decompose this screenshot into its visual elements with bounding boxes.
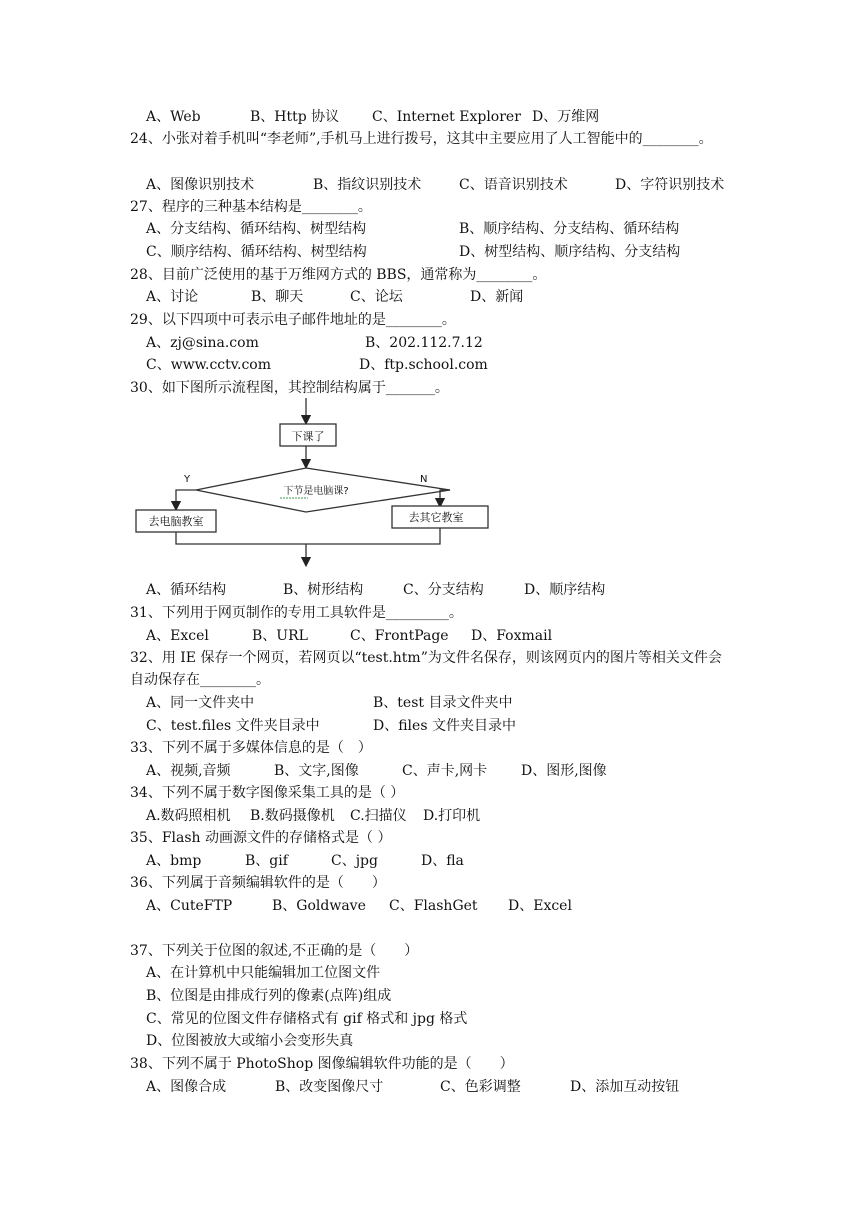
option-d: D、新闻 (470, 289, 524, 305)
option-b: B、位图是由排成行列的像素(点阵)组成 (146, 988, 392, 1004)
flow-no-label: N (420, 474, 428, 485)
option-b: B、test 目录文件夹中 (373, 695, 513, 711)
question-31: 31、下列用于网页制作的专用工具软件是_________。 (130, 605, 463, 621)
question-38: 38、下列不属于 PhotoShop 图像编辑软件功能的是（ ） (130, 1056, 514, 1072)
option-d: D、Excel (508, 898, 572, 914)
option-a: A、图像识别技术 (146, 177, 255, 193)
option-c: C、声卡,网卡 (402, 763, 488, 779)
option-c: C、语音识别技术 (459, 177, 568, 193)
option-a: A.数码照相机 (146, 808, 231, 824)
option-c: C、常见的位图文件存储格式有 gif 格式和 jpg 格式 (146, 1011, 468, 1027)
option-c: C、FrontPage (350, 628, 449, 644)
option-b: B、Http 协议 (250, 109, 340, 125)
flow-yes-box-label: 去电脑教室 (148, 515, 204, 528)
option-b: B、顺序结构、分支结构、循环结构 (459, 221, 680, 237)
option-a: A、讨论 (146, 289, 199, 305)
flow-yes-label: Y (184, 474, 191, 485)
option-d: D、ftp.school.com (359, 357, 488, 373)
option-a: A、同一文件夹中 (146, 695, 255, 711)
option-b: B、指纹识别技术 (313, 177, 422, 193)
option-a: A、视频,音频 (146, 763, 231, 779)
option-b: B.数码摄像机 (250, 808, 335, 824)
flow-yes-branch (176, 490, 196, 506)
question-34: 34、下列不属于数字图像采集工具的是（ ） (130, 785, 405, 801)
question-32: 32、用 IE 保存一个网页，若网页以“test.htm”为文件名保存，则该网页内的图片等相关文件会自动保存在________。 (130, 650, 722, 688)
option-d: D、位图被放大或缩小会变形失真 (146, 1033, 354, 1049)
option-d: D、顺序结构 (524, 582, 606, 598)
question-35: 35、Flash 动画源文件的存储格式是（ ） (130, 830, 392, 846)
option-c: C、论坛 (350, 289, 403, 305)
option-a: A、在计算机中只能编辑加工位图文件 (146, 965, 381, 981)
option-c: C、FlashGet (389, 898, 478, 914)
option-c: C、www.cctv.com (146, 357, 272, 373)
question-28: 28、目前广泛使用的基于万维网方式的 BBS，通常称为________。 (130, 267, 547, 283)
option-b: B、Goldwave (272, 898, 366, 914)
option-d: D、Foxmail (471, 628, 553, 644)
option-c: C、分支结构 (403, 582, 484, 598)
option-a: A、Excel (146, 628, 209, 644)
question-27: 27、程序的三种基本结构是________。 (130, 199, 372, 215)
option-c: C、色彩调整 (440, 1079, 521, 1095)
option-b: B、gif (245, 853, 288, 869)
option-a: A、bmp (146, 853, 202, 869)
question-37: 37、下列关于位图的叙述,不正确的是（ ） (130, 943, 419, 959)
option-d: D、树型结构、顺序结构、分支结构 (459, 244, 681, 260)
option-c: C、顺序结构、循环结构、树型结构 (146, 244, 367, 260)
option-a: A、分支结构、循环结构、树型结构 (146, 221, 367, 237)
question-24: 24、小张对着手机叫“李老师”,手机马上进行拨号，这其中主要应用了人工智能中的________。 (130, 131, 713, 147)
option-d: D、万维网 (532, 109, 600, 125)
question-36: 36、下列属于音频编辑软件的是（ ） (130, 875, 386, 891)
option-b: B、URL (252, 628, 308, 644)
question-29: 29、以下四项中可表示电子邮件地址的是________。 (130, 312, 456, 328)
question-33: 33、下列不属于多媒体信息的是（ ） (130, 740, 372, 756)
option-a: A、Web (146, 109, 201, 125)
option-c: C.扫描仪 (350, 808, 407, 824)
question-30: 30、如下图所示流程图，其控制结构属于_______。 (130, 380, 449, 396)
option-a: A、图像合成 (146, 1079, 227, 1095)
option-d: D、fla (421, 853, 464, 869)
option-d: D、添加互动按钮 (570, 1079, 680, 1095)
flow-decision-label: 下节是电脑课? (283, 486, 349, 497)
option-b: B、文字,图像 (274, 763, 359, 779)
option-d: D、files 文件夹目录中 (373, 718, 516, 734)
flow-no-box-label: 去其它教室 (408, 511, 464, 524)
option-a: A、循环结构 (146, 582, 227, 598)
option-c: C、test.files 文件夹目录中 (146, 718, 320, 734)
option-d: D.打印机 (423, 808, 481, 824)
option-b: B、202.112.7.12 (365, 335, 483, 351)
option-c: C、jpg (331, 853, 378, 869)
option-b: B、改变图像尺寸 (275, 1079, 384, 1095)
option-d: D、字符识别技术 (615, 177, 725, 193)
option-d: D、图形,图像 (521, 763, 607, 779)
option-b: B、树形结构 (283, 582, 364, 598)
option-a: A、zj@sina.com (146, 335, 259, 351)
option-c: C、Internet Explorer (372, 109, 521, 125)
option-a: A、CuteFTP (146, 898, 233, 914)
flowchart (130, 398, 500, 570)
flow-start-label: 下课了 (291, 430, 325, 443)
option-b: B、聊天 (251, 289, 304, 305)
